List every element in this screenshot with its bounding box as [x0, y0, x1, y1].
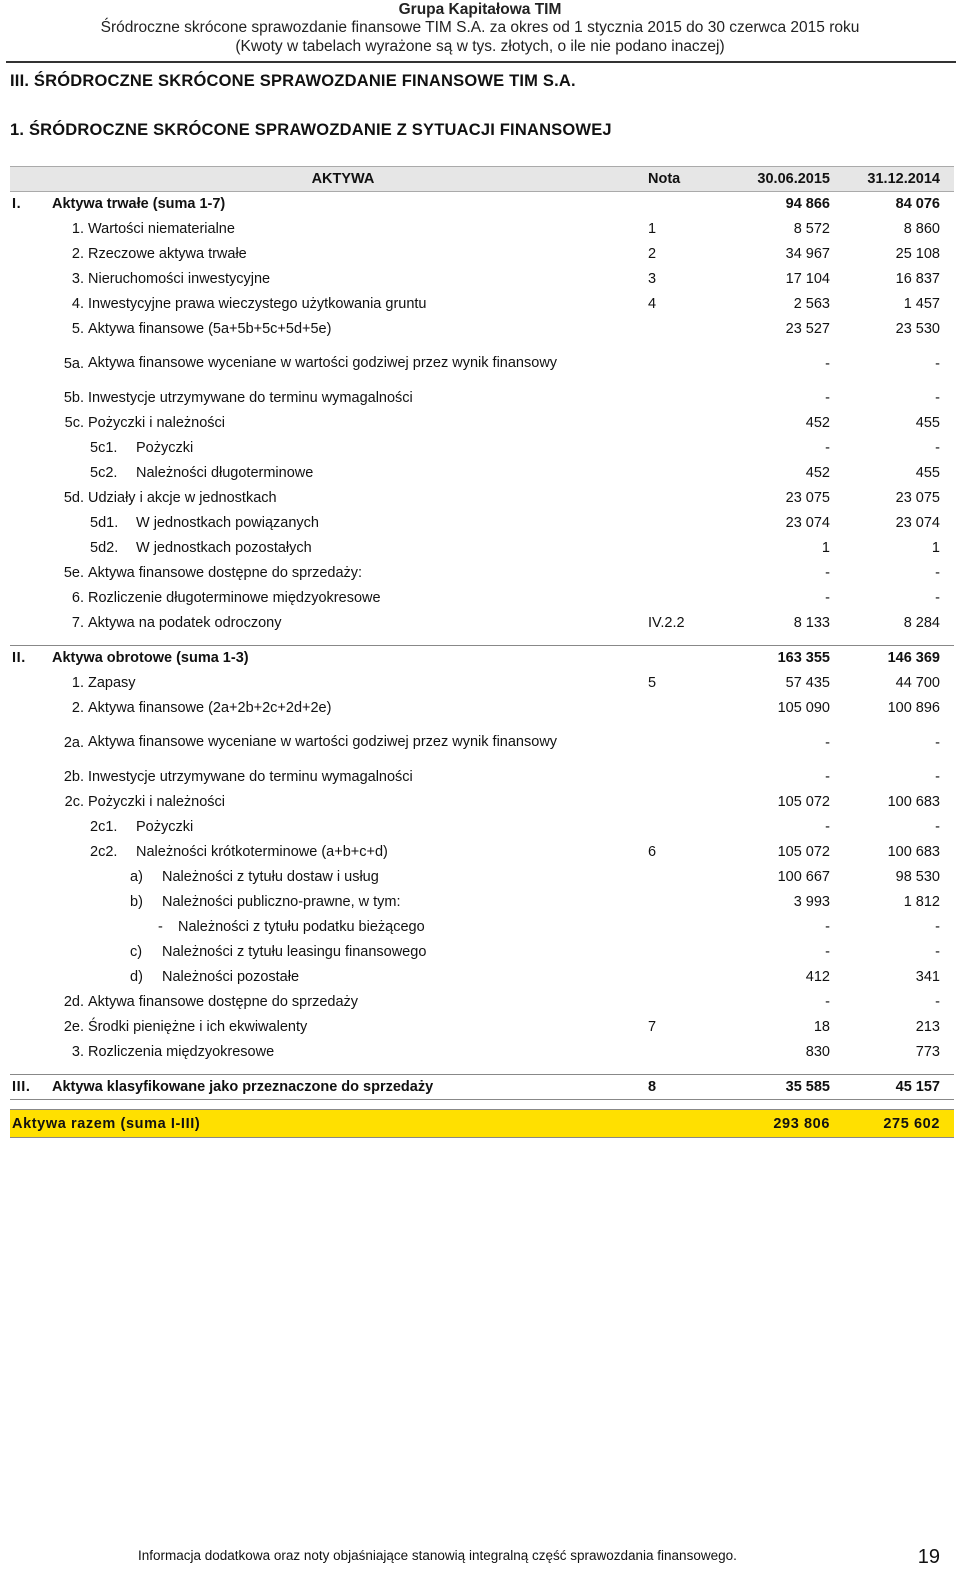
row-label: Rozliczenie długoterminowe międzyokresowe [88, 590, 381, 607]
row-value-2015: 23 527 [785, 321, 830, 337]
table-row [10, 486, 954, 511]
row-value-2015: 412 [805, 969, 830, 985]
row-label: Aktywa finansowe wyceniane w wartości godziwej przez wynik finansowy [88, 355, 558, 371]
row-nota [634, 865, 734, 890]
page-number: 19 [917, 1546, 940, 1568]
row-label: Należności publiczno-prawne, w tym: [162, 894, 401, 911]
row-label: Pożyczki [136, 819, 194, 836]
row-marker: 2c1. [90, 819, 118, 836]
row-value-2014: - [935, 565, 940, 581]
row-value-2014: 23 074 [895, 515, 940, 531]
col-header-2015: 30.06.2015 [734, 167, 844, 192]
row-label: Aktywa klasyfikowane jako przeznaczone do sprzedaży [52, 1079, 434, 1096]
row-label: Aktywa na podatek odroczony [88, 615, 282, 632]
row-value-2015: 105 090 [777, 700, 830, 716]
row-value-2015: 105 072 [777, 794, 830, 810]
row-marker: 2. [71, 700, 84, 717]
row-nota [634, 940, 734, 965]
row-nota: 5 [648, 675, 657, 691]
row-marker: 5d1. [90, 515, 119, 532]
row-marker: 1. [71, 675, 84, 692]
row-value-2015: - [825, 819, 830, 835]
row-label: W jednostkach pozostałych [136, 540, 312, 557]
row-marker: 5a. [63, 355, 84, 372]
table-row [10, 840, 954, 865]
row-nota: 3 [648, 271, 657, 287]
row-marker: 2d. [63, 994, 84, 1011]
row-marker: 5. [71, 321, 84, 338]
table-row [10, 411, 954, 436]
row-value-2014: - [935, 590, 940, 606]
row-nota [634, 386, 734, 411]
row-value-2015: - [825, 355, 830, 372]
row-value-2014: 100 683 [887, 794, 940, 810]
row-marker: I. [12, 196, 22, 213]
table-row [10, 965, 954, 990]
row-marker: 2e. [63, 1019, 84, 1036]
table-row [10, 292, 954, 317]
row-value-2014: 1 [931, 540, 940, 556]
row-marker: 2c2. [90, 844, 118, 861]
row-marker: 7. [71, 615, 84, 632]
row-label: Nieruchomości inwestycyjne [88, 271, 271, 288]
row-nota [634, 561, 734, 586]
row-value-2014: 25 108 [895, 246, 940, 262]
table-row [10, 217, 954, 242]
row-value-2014: 341 [915, 969, 940, 985]
table-row [10, 511, 954, 536]
row-nota [634, 696, 734, 721]
table-row [10, 242, 954, 267]
row-value-2015: 8 572 [793, 221, 830, 237]
row-nota [634, 965, 734, 990]
row-label: Aktywa trwałe (suma 1-7) [52, 196, 226, 213]
row-marker: II. [12, 650, 26, 667]
row-value-2015: - [825, 994, 830, 1010]
row-nota [634, 411, 734, 436]
row-value-2015: 105 072 [777, 844, 830, 860]
row-value-2015: 23 074 [785, 515, 830, 531]
row-marker: 2c. [64, 794, 84, 811]
row-label: Rozliczenia międzyokresowe [88, 1044, 275, 1061]
row-label: Aktywa obrotowe (suma 1-3) [52, 650, 249, 667]
row-marker: d) [130, 969, 143, 986]
row-label: Rzeczowe aktywa trwałe [88, 246, 247, 263]
table-row [10, 1110, 954, 1138]
col-header-nota: Nota [634, 167, 734, 192]
row-value-2015: 830 [805, 1044, 830, 1060]
row-nota [634, 536, 734, 561]
row-marker: III. [12, 1079, 31, 1095]
row-value-2015: - [825, 590, 830, 606]
row-value-2014: - [935, 769, 940, 785]
row-value-2014: 84 076 [895, 196, 940, 213]
row-nota: 8 [634, 1075, 734, 1100]
row-value-2014: 45 157 [844, 1075, 954, 1100]
table-row [10, 317, 954, 342]
table-row [10, 192, 954, 217]
row-label: Wartości niematerialne [88, 221, 235, 238]
row-nota [634, 586, 734, 611]
table-row [10, 267, 954, 292]
table-row [10, 671, 954, 696]
row-value-2015: 8 133 [793, 615, 830, 631]
row-value-2015: - [825, 944, 830, 960]
row-marker: 2a. [63, 734, 84, 751]
row-label: W jednostkach powiązanych [136, 515, 319, 532]
table-row [10, 646, 954, 671]
row-value-2015: 94 866 [785, 196, 830, 213]
row-nota: 1 [648, 221, 657, 237]
table-row [10, 586, 954, 611]
footer-note: Informacja dodatkowa oraz noty objaśniające stanowią integralną część sprawozdania finansowego. [138, 1548, 737, 1563]
row-nota: 4 [648, 296, 657, 312]
row-value-2015: - [825, 390, 830, 406]
row-label: Inwestycje utrzymywane do terminu wymagalności [88, 390, 413, 407]
row-marker: 5c. [64, 415, 84, 432]
row-nota [634, 486, 734, 511]
row-value-2014: 1 812 [903, 894, 940, 910]
row-nota [634, 1040, 734, 1065]
row-nota [634, 436, 734, 461]
table-row [10, 1075, 954, 1100]
row-nota [634, 342, 734, 386]
row-label: Aktywa finansowe (2a+2b+2c+2d+2e) [88, 700, 332, 717]
table-row [10, 611, 954, 636]
row-nota [634, 461, 734, 486]
table-row [10, 536, 954, 561]
row-nota [634, 721, 734, 765]
row-value-2015: 3 993 [793, 894, 830, 910]
row-value-2014: - [935, 390, 940, 406]
row-label: Należności z tytułu leasingu finansowego [162, 944, 427, 961]
row-label: Udziały i akcje w jednostkach [88, 490, 277, 507]
row-nota [634, 317, 734, 342]
row-nota: 2 [648, 246, 657, 262]
table-row [10, 865, 954, 890]
spacer-row [10, 1065, 954, 1075]
row-label: Należności długoterminowe [136, 465, 314, 482]
row-label: Należności krótkoterminowe (a+b+c+d) [136, 844, 388, 861]
row-label: Aktywa finansowe dostępne do sprzedaży [88, 994, 359, 1011]
table-row [10, 386, 954, 411]
row-nota: IV.2.2 [648, 615, 685, 631]
row-value-2014: 100 683 [887, 844, 940, 860]
row-marker: 3. [71, 1044, 84, 1061]
row-marker: 2b. [63, 769, 84, 786]
row-value-2015: - [825, 734, 830, 751]
row-value-2015: 18 [813, 1019, 830, 1035]
row-label: Należności pozostałe [162, 969, 300, 986]
row-value-2015: - [825, 919, 830, 935]
row-nota [634, 990, 734, 1015]
row-value-2014: 275 602 [844, 1110, 954, 1138]
row-value-2014: - [935, 819, 940, 835]
table-row [10, 1015, 954, 1040]
row-value-2015: 17 104 [785, 271, 830, 287]
row-value-2014: 16 837 [895, 271, 940, 287]
row-value-2015: 35 585 [734, 1075, 844, 1100]
table-row [10, 461, 954, 486]
row-value-2015: 452 [805, 415, 830, 431]
row-value-2014: 146 369 [844, 646, 954, 671]
header-rule [6, 61, 956, 63]
row-marker: 5c2. [90, 465, 118, 482]
row-label: Pożyczki i należności [88, 415, 225, 432]
row-marker: c) [130, 944, 143, 961]
row-marker: 1. [71, 221, 84, 238]
row-nota: 7 [648, 1019, 657, 1035]
row-value-2015: 34 967 [785, 246, 830, 262]
row-value-2014: 100 896 [887, 700, 940, 716]
row-value-2014: - [935, 734, 940, 751]
row-nota [634, 915, 734, 940]
row-label: Należności z tytułu dostaw i usług [162, 869, 379, 886]
row-marker: 5e. [63, 565, 84, 582]
row-value-2014: - [935, 919, 940, 935]
table-row [10, 1040, 954, 1065]
row-value-2014: 8 860 [903, 221, 940, 237]
row-marker: - [158, 919, 163, 936]
table-row [10, 815, 954, 840]
row-value-2014: - [935, 994, 940, 1010]
row-nota [634, 765, 734, 790]
row-value-2014: 455 [915, 465, 940, 481]
row-value-2015: 163 355 [734, 646, 844, 671]
col-header-aktywa: AKTYWA [52, 167, 634, 192]
row-marker: 6. [71, 590, 84, 607]
section-title: III. ŚRÓDROCZNE SKRÓCONE SPRAWOZDANIE FINANSOWE TIM S.A. [10, 72, 576, 90]
table-row [10, 765, 954, 790]
row-label: Zapasy [88, 675, 136, 692]
table-row [10, 990, 954, 1015]
row-value-2014: 8 284 [903, 615, 940, 631]
row-value-2015: 100 667 [777, 869, 830, 885]
table-row [10, 890, 954, 915]
report-subtitle: Śródroczne skrócone sprawozdanie finansowe TIM S.A. za okres od 1 stycznia 2015 do 30 czerwca 2015 roku [100, 19, 860, 36]
row-value-2014: 23 075 [895, 490, 940, 506]
row-nota: 6 [648, 844, 657, 860]
table-row [10, 561, 954, 586]
row-value-2014: 213 [915, 1019, 940, 1035]
row-marker: 5c1. [90, 440, 118, 457]
row-value-2014: - [935, 440, 940, 456]
row-nota [634, 815, 734, 840]
row-label: Pożyczki i należności [88, 794, 225, 811]
table-row [10, 721, 954, 765]
row-nota [634, 1110, 734, 1138]
balance-sheet-table [10, 166, 954, 1138]
row-nota [634, 511, 734, 536]
row-label: Należności z tytułu podatku bieżącego [178, 919, 425, 936]
row-label: Aktywa finansowe (5a+5b+5c+5d+5e) [88, 321, 332, 338]
row-value-2014: 455 [915, 415, 940, 431]
row-nota [634, 790, 734, 815]
row-value-2015: 57 435 [785, 675, 830, 691]
row-value-2015: 452 [805, 465, 830, 481]
table-header-row [10, 167, 954, 192]
row-nota [634, 646, 734, 671]
table-row [10, 915, 954, 940]
subsection-title: 1. ŚRÓDROCZNE SKRÓCONE SPRAWOZDANIE Z SYTUACJI FINANSOWEJ [10, 121, 612, 139]
row-value-2015: - [825, 769, 830, 785]
row-label: Pożyczki [136, 440, 194, 457]
units-note: (Kwoty w tabelach wyrażone są w tys. złotych, o ile nie podano inaczej) [235, 38, 725, 55]
row-label: Aktywa finansowe wyceniane w wartości godziwej przez wynik finansowy [88, 734, 558, 750]
row-nota [634, 192, 734, 217]
row-value-2014: 44 700 [895, 675, 940, 691]
row-marker: 5d2. [90, 540, 119, 557]
row-value-2015: 293 806 [734, 1110, 844, 1138]
row-value-2014: 1 457 [903, 296, 940, 312]
row-marker: 5b. [63, 390, 84, 407]
row-value-2015: 2 563 [793, 296, 830, 312]
row-label: Inwestycje utrzymywane do terminu wymagalności [88, 769, 413, 786]
row-label: Aktywa razem (suma I-III) [12, 1115, 201, 1132]
table-row [10, 790, 954, 815]
row-label: Środki pieniężne i ich ekwiwalenty [88, 1019, 308, 1036]
row-label: Inwestycyjne prawa wieczystego użytkowania gruntu [88, 296, 427, 313]
row-value-2015: - [825, 565, 830, 581]
row-value-2014: 773 [915, 1044, 940, 1060]
row-value-2014: 23 530 [895, 321, 940, 337]
row-marker: a) [130, 869, 143, 886]
table-row [10, 940, 954, 965]
table-row [10, 342, 954, 386]
row-marker: 5d. [63, 490, 84, 507]
row-value-2014: - [935, 355, 940, 372]
row-value-2014: 98 530 [895, 869, 940, 885]
row-label: Aktywa finansowe dostępne do sprzedaży: [88, 565, 363, 582]
row-marker: 2. [71, 246, 84, 263]
spacer-row [10, 636, 954, 646]
row-marker: 3. [71, 271, 84, 288]
col-header-2014: 31.12.2014 [844, 167, 954, 192]
company-name: Grupa Kapitałowa TIM [398, 1, 562, 18]
row-nota [634, 890, 734, 915]
row-marker: 4. [71, 296, 84, 313]
spacer-row [10, 1100, 954, 1110]
table-row [10, 436, 954, 461]
row-marker: b) [130, 894, 143, 911]
row-value-2014: - [935, 944, 940, 960]
table-row [10, 696, 954, 721]
row-value-2015: 23 075 [785, 490, 830, 506]
row-value-2015: 1 [821, 540, 830, 556]
row-value-2015: - [825, 440, 830, 456]
